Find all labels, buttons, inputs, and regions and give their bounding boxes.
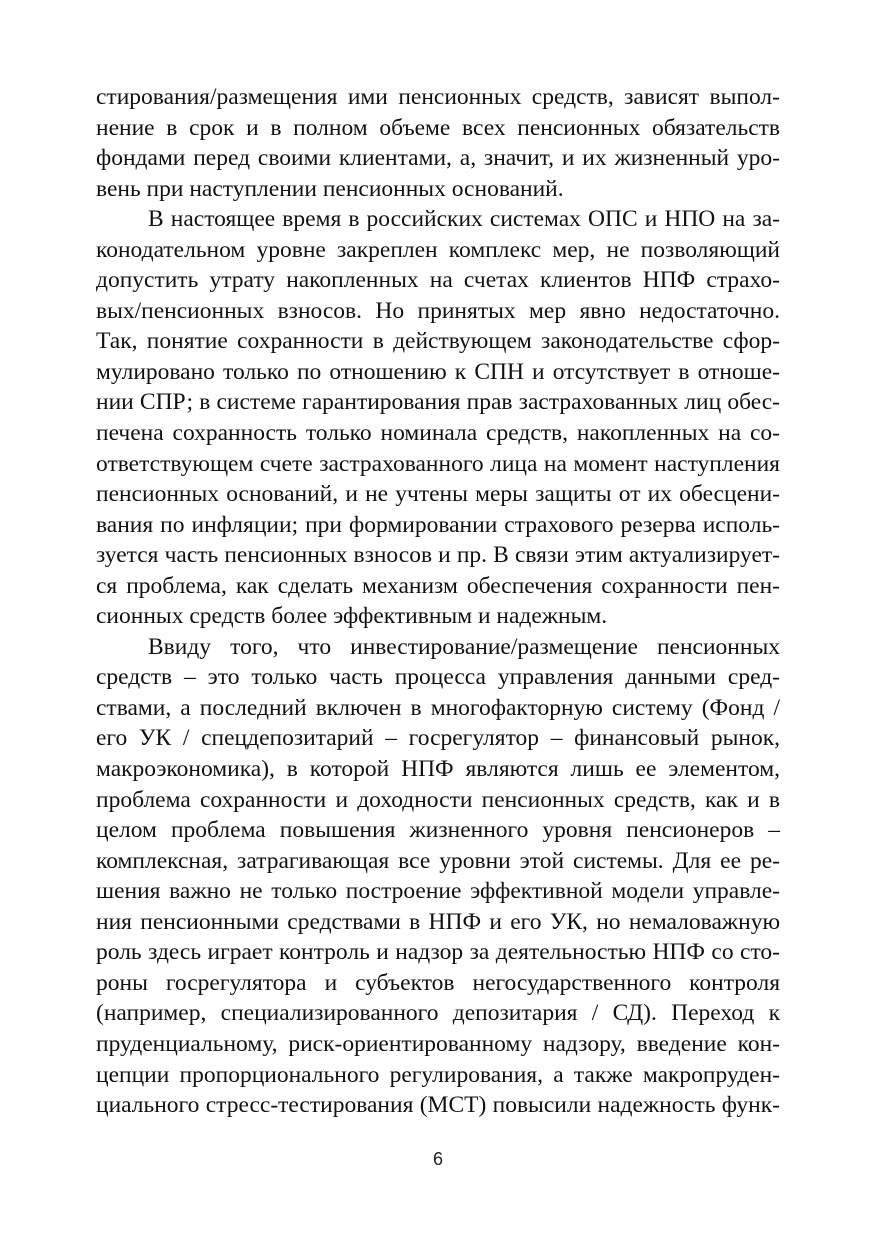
text-line: допустить утрату накопленных на счетах клиентов НПФ страхо-	[96, 267, 780, 294]
text-line: Ввиду того, что инвестирование/размещение пенсионных	[148, 633, 780, 660]
text-line: комплексная, затрагивающая все уровни этой системы. Для ее ре-	[96, 847, 780, 874]
text-line: нии СПР; в системе гарантирования прав застрахованных лиц обес-	[96, 389, 780, 416]
text-line: его УК / спецдепозитарий – госрегулятор – финансовый рынок,	[96, 725, 780, 752]
text-line: ответствующем счете застрахованного лица на момент наступления	[96, 450, 780, 477]
text-line: целом проблема повышения жизненного уровня пенсионеров –	[96, 817, 780, 844]
text-line: конодательном уровне закреплен комплекс мер, не позволяющий	[96, 236, 780, 263]
text-line: цепции пропорционального регулирования, а также макропруден-	[96, 1061, 780, 1088]
text-line: мулировано только по отношению к СПН и отсутствует в отноше-	[96, 358, 780, 385]
text-line: ствами, а последний включен в многофакторную систему (Фонд /	[96, 694, 780, 721]
text-line: пенсионных оснований, и не учтены меры защиты от их обесцени-	[96, 481, 780, 508]
text-line: вень при наступлении пенсионных оснований.	[96, 175, 564, 202]
text-line: печена сохранность только номинала средств, накопленных на со-	[96, 420, 780, 447]
text-line: роль здесь играет контроль и надзор за деятельностью НПФ со сто-	[96, 939, 780, 966]
text-line: циального стресс-тестирования (МСТ) повысили надежность функ-	[96, 1092, 780, 1119]
text-line: пруденциальному, риск-ориентированному надзору, введение кон-	[96, 1030, 780, 1057]
text-line: В настоящее время в российских системах ОПС и НПО на за-	[148, 206, 780, 233]
text-line: макроэкономика), в которой НПФ являются лишь ее элементом,	[96, 756, 780, 783]
text-line: фондами перед своими клиентами, а, значит, и их жизненный уро-	[96, 145, 780, 172]
text-line: средств – это только часть процесса управления данными сред-	[96, 664, 780, 691]
text-line: проблема сохранности и доходности пенсионных средств, как и в	[96, 786, 780, 813]
page-number: 6	[432, 1149, 443, 1169]
text-line: ся проблема, как сделать механизм обеспечения сохранности пен-	[96, 572, 780, 599]
text-line: ния пенсионными средствами в НПФ и его УК, но немаловажную	[96, 908, 780, 935]
text-line: сионных средств более эффективным и надежным.	[96, 603, 608, 630]
text-line: стирования/размещения ими пенсионных средств, зависят выпол-	[96, 84, 780, 110]
text-line: зуется часть пенсионных взносов и пр. В связи этим актуализирует-	[96, 542, 780, 569]
text-line: (например, специализированного депозитария / СД). Переход к	[96, 1000, 780, 1027]
text-line: Так, понятие сохранности в действующем законодательстве сфор-	[96, 328, 780, 355]
text-line: вых/пенсионных взносов. Но принятых мер явно недостаточно.	[96, 297, 780, 324]
text-line: вания по инфляции; при формировании страхового резерва исполь-	[96, 511, 780, 538]
paragraph	[96, 82, 780, 204]
text-line: шения важно не только построение эффективной модели управле-	[96, 878, 780, 905]
body-text	[96, 82, 780, 1121]
paragraph	[96, 204, 780, 632]
text-line: нение в срок и в полном объеме всех пенсионных обязательств	[96, 114, 780, 141]
text-line: роны госрегулятора и субъектов негосударственного контроля	[96, 969, 780, 996]
paragraph	[96, 632, 780, 1121]
